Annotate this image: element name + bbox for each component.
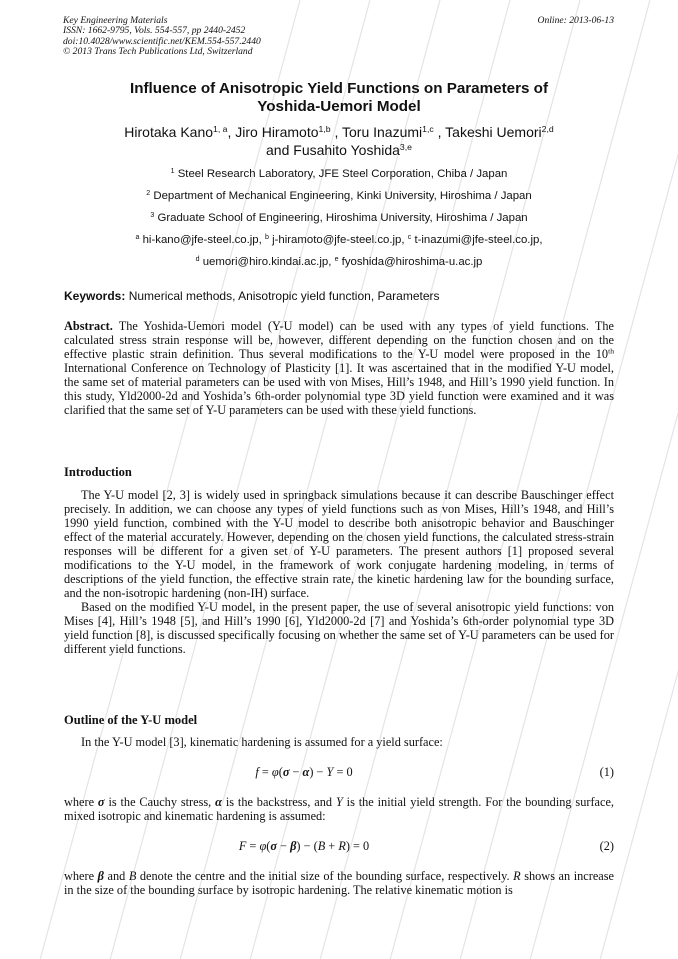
- keywords-text: Numerical methods, Anisotropic yield function, Parameters: [128, 289, 440, 303]
- eq-operator: (: [266, 839, 271, 853]
- text-run: and: [103, 869, 129, 883]
- text-run: where: [64, 869, 98, 883]
- text-run: is the initial yield strength. For the bounding surface, mixed isotropic and kinematic hardening is assumed:: [64, 795, 614, 823]
- eq-symbol: β: [290, 839, 297, 853]
- eq-operator: −: [277, 839, 291, 853]
- title-line-1: Influence of Anisotropic Yield Functions on Parameters of: [130, 80, 548, 97]
- author-list: [40, 123, 638, 159]
- author-name: Fusahito Yoshida: [293, 142, 400, 158]
- inline-symbol: Y: [335, 795, 343, 809]
- eq-operator: ) −: [309, 765, 327, 779]
- introduction-heading: Introduction: [64, 465, 132, 479]
- author-name: Takeshi Uemori: [445, 124, 542, 140]
- copyright-line: © 2013 Trans Tech Publications Ltd, Switzerland: [63, 46, 253, 58]
- abstract-label: Abstract.: [64, 319, 113, 333]
- author-affiliation-sup: 2,d: [541, 123, 554, 134]
- outline-text-1: In the Y-U model [3], kinematic hardening is assumed for a yield surface:: [81, 735, 443, 749]
- email-sup: c: [407, 233, 412, 241]
- journal-header: [63, 16, 393, 58]
- inline-symbol: R: [513, 869, 521, 883]
- email-address: uemori@hiro.kindai.ac.jp: [202, 256, 329, 268]
- outline-paragraph-2: [64, 795, 614, 823]
- email-sup: d: [195, 255, 200, 263]
- author-affiliation-sup: 1,b: [318, 123, 331, 134]
- eq-symbol: φ: [259, 839, 267, 853]
- author-affiliation-sup: 3,e: [399, 141, 412, 152]
- text-run: is the backstress, and: [221, 795, 336, 809]
- introduction-body: [64, 488, 614, 656]
- author-affiliation-sup: 1, a: [213, 123, 228, 134]
- affiliation-3: [40, 211, 638, 225]
- abstract-text-2: International Conference on Technology of Plasticity [1]. It was ascertained that in the modified Y-U model, the same set of material parameters can be used with von Mises, Hill’s 1948, and Hill’s 1990 yield function. In this study, Yld2000-2d and Yoshida’s 6th-order polynomial type 3D yield function were examined and it was clarified that the same set of Y-U parameters can be used with these yield functions.: [64, 361, 614, 417]
- eq-operator: (: [278, 765, 283, 779]
- eq-symbol: σ: [282, 765, 290, 779]
- keywords-label: Keywords:: [64, 289, 126, 303]
- email-address: j-hiramoto@jfe-steel.co.jp: [272, 234, 402, 246]
- inline-symbol: B: [128, 869, 137, 883]
- affiliation-number: 1: [170, 167, 175, 175]
- author-name: Hirotaka Kano: [124, 124, 214, 140]
- email-address: t-inazumi@jfe-steel.co.jp: [414, 234, 540, 246]
- eq-symbol: Y: [326, 765, 334, 779]
- introduction-paragraph-1: The Y-U model [2, 3] is widely used in springback simulations because it can describe Bauschinger effect precisely. In addition, we can choose any types of yield functions such as von Mises, Hill’s 1948, and Hill’s 1990 yield function, combined with the Y-U model to describe both anisotropic behavior and Bauschinger effect of the material accurately. However, depending on the chosen yield functions, the calculated stress-strain responses will be different for a given set of Y-U parameters. The present authors [1] proposed several modifications to the Y-U model, in the framework of work conjugate hardening modeling, in terms of descriptions of the yield function, the effective strain rate, the kinetic hardening law for the bounding surface, and the non-isotropic hardening (non-IH) surface.: [64, 488, 614, 600]
- email-line-2: $^d$ uemori@hiro.kindai.ac.jp, $^e$ fyoshida@hiroshima-u.ac.jp: [195, 255, 483, 268]
- eq-operator: ) = 0: [345, 839, 370, 853]
- inline-symbol: β: [97, 869, 104, 883]
- keywords: [64, 289, 616, 303]
- text-run: is the Cauchy stress,: [104, 795, 216, 809]
- outline-paragraph-3: [64, 869, 614, 897]
- email-address: hi-kano@jfe-steel.co.jp: [142, 234, 259, 246]
- equation-1-number: (1): [599, 765, 614, 779]
- eq-operator: = 0: [333, 765, 353, 779]
- eq-operator: =: [246, 839, 260, 853]
- outline-paragraph-1: [64, 735, 614, 749]
- text-run: where: [64, 795, 98, 809]
- inline-symbol: σ: [97, 795, 105, 809]
- author-conjunction: and: [266, 142, 290, 158]
- eq-symbol: B: [317, 839, 326, 853]
- author-line-2: [40, 141, 638, 159]
- eq-symbol: σ: [270, 839, 278, 853]
- online-date: Online: 2013-06-13: [537, 15, 614, 26]
- affiliation-text: Graduate School of Engineering, Hiroshima University, Hiroshima / Japan: [157, 212, 528, 224]
- journal-name: Key Engineering Materials: [63, 15, 168, 26]
- email-address: fyoshida@hiroshima-u.ac.jp: [341, 256, 483, 268]
- author-separator: ,: [227, 124, 236, 140]
- email-sup: e: [334, 255, 339, 263]
- author-affiliation-sup: 1,c: [422, 123, 434, 134]
- affiliation-text: Department of Mechanical Engineering, Kinki University, Hiroshima / Japan: [153, 190, 532, 202]
- eq-operator: +: [325, 839, 339, 853]
- abstract-sup: th: [608, 346, 614, 356]
- doi-line: doi:10.4028/www.scientific.net/KEM.554-557.2440: [63, 35, 261, 47]
- introduction-paragraph-2: Based on the modified Y-U model, in the present paper, the use of several anisotropic yield functions: von Mises [4], Hill’s 1948 [5], and Hill’s 1990 [6], Yld2000-2d [7] and Yoshida’s 6th-order polynomial type 3D yield function [8], is discussed specifically focusing on whether the same set of Y-U parameters can be used for different yield functions.: [64, 600, 614, 656]
- equation-1: [64, 765, 544, 779]
- outline-heading: Outline of the Y-U model: [64, 713, 198, 727]
- affiliation-number: 3: [150, 211, 155, 219]
- email-sup: a: [135, 233, 140, 241]
- eq-symbol: φ: [271, 765, 279, 779]
- eq-symbol: F: [238, 839, 247, 853]
- affiliation-text: Steel Research Laboratory, JFE Steel Corporation, Chiba / Japan: [177, 168, 508, 180]
- eq-operator: −: [289, 765, 303, 779]
- affiliation-1: [40, 167, 638, 181]
- email-sup: b: [264, 233, 269, 241]
- equation-2-number: (2): [599, 839, 614, 853]
- issn-line: ISSN: 1662-9795, Vols. 554-557, pp 2440-2452: [63, 25, 246, 37]
- eq-operator: ) − (: [296, 839, 318, 853]
- text-run: shows an increase in the size of the bounding surface by isotropic hardening. The relative kinematic motion is: [64, 869, 614, 897]
- text-run: denote the centre and the initial size of the bounding surface, respectively.: [136, 869, 514, 883]
- author-separator: ,: [330, 124, 342, 140]
- equation-2: [64, 839, 544, 853]
- title-line-2: Yoshida-Uemori Model: [257, 98, 421, 115]
- abstract-text-1: The Yoshida-Uemori model (Y-U model) can be used with any types of yield functions. The calculated stress strain response will be, however, different depending on the function chosen and on the effective plastic strain definition. Thus several modifications to the Y-U model were proposed in the 10: [64, 319, 614, 361]
- eq-symbol: f: [255, 765, 259, 779]
- paper-title: [40, 80, 638, 116]
- affiliations: [40, 167, 638, 269]
- author-line-1: [40, 123, 638, 141]
- eq-symbol: α: [302, 765, 310, 779]
- inline-symbol: α: [215, 795, 222, 809]
- affiliation-number: 2: [146, 189, 151, 197]
- author-separator: ,: [433, 124, 446, 140]
- email-line-1: $^a$ hi-kano@jfe-steel.co.jp, $^b$ j-hiramoto@jfe-steel.co.jp, $^c$ t-inazumi@jfe-steel.co.jp,: [135, 233, 543, 246]
- abstract: [64, 319, 614, 417]
- author-name: Jiro Hiramoto: [235, 124, 319, 140]
- author-name: Toru Inazumi: [342, 124, 423, 140]
- eq-operator: =: [258, 765, 272, 779]
- affiliation-2: [40, 189, 638, 203]
- eq-symbol: R: [338, 839, 346, 853]
